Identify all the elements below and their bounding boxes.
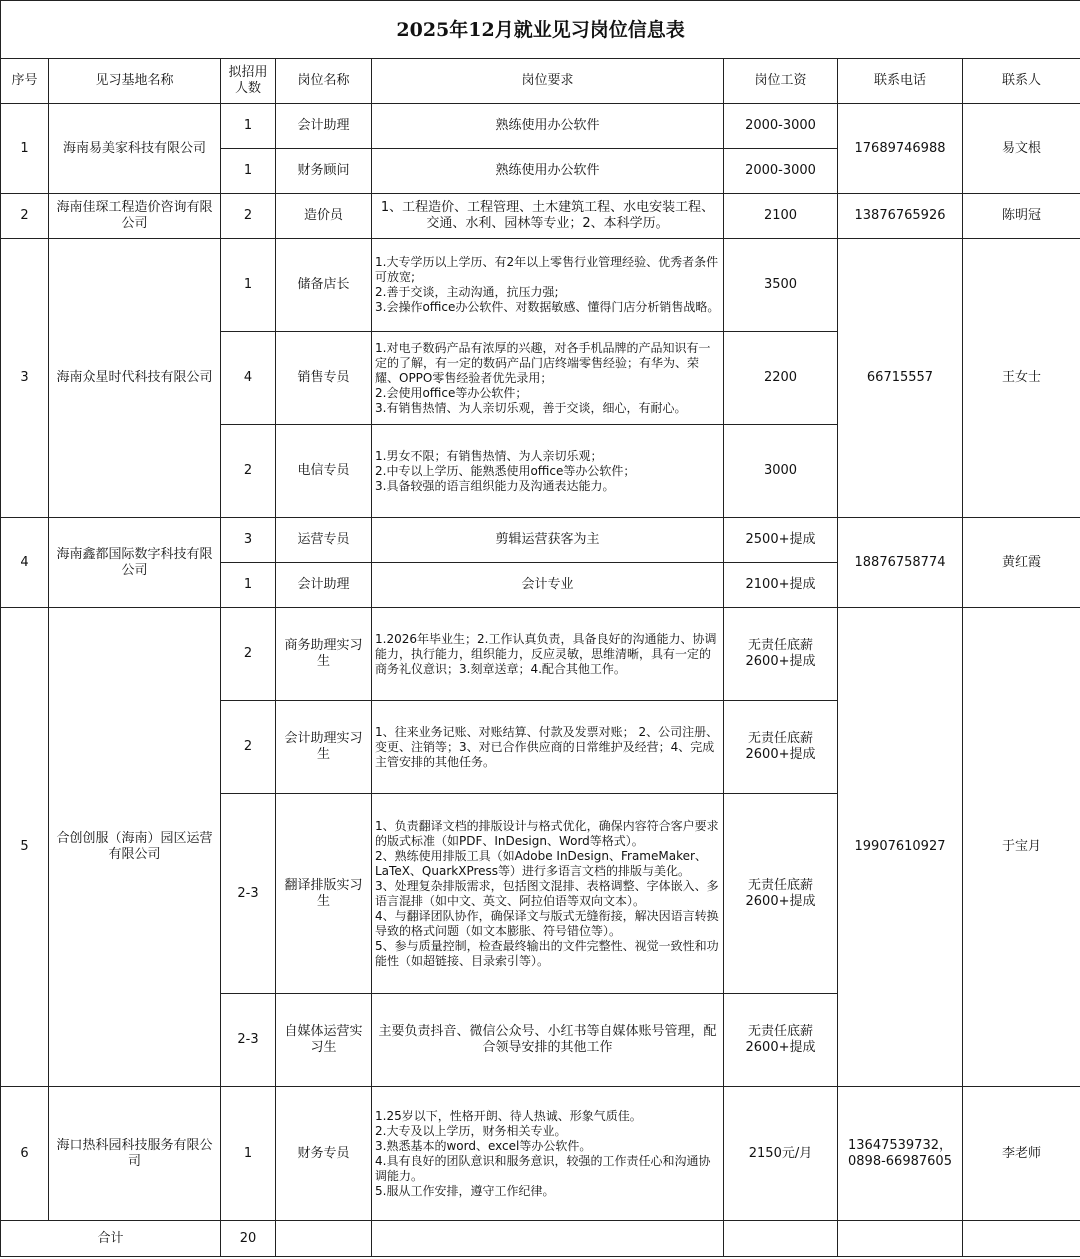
count-cell: 2 (221, 701, 276, 794)
header-base: 见习基地名称 (49, 59, 221, 104)
count-cell: 2 (221, 425, 276, 518)
salary-cell: 2500+提成 (724, 518, 838, 563)
count-cell: 2-3 (221, 994, 276, 1087)
position-name-cell: 电信专员 (276, 425, 372, 518)
header-requirement: 岗位要求 (372, 59, 724, 104)
position-name-cell: 翻译排版实习生 (276, 794, 372, 994)
header-position: 岗位名称 (276, 59, 372, 104)
total-count-cell: 20 (221, 1221, 276, 1257)
company-name-cell: 海南佳琛工程造价咨询有限公司 (49, 194, 221, 239)
position-name-cell: 销售专员 (276, 332, 372, 425)
salary-cell: 2000-3000 (724, 104, 838, 149)
position-name-cell: 运营专员 (276, 518, 372, 563)
table-row (1, 518, 1080, 563)
empty-cell (276, 1221, 372, 1257)
header-row (1, 59, 1080, 104)
position-name-cell: 造价员 (276, 194, 372, 239)
phone-cell: 66715557 (838, 239, 963, 518)
position-name-cell: 财务专员 (276, 1087, 372, 1221)
position-name-cell: 商务助理实习生 (276, 608, 372, 701)
header-seq: 序号 (1, 59, 49, 104)
header-contact: 联系人 (963, 59, 1080, 104)
requirement-cell: 1.2026年毕业生；2.工作认真负责，具备良好的沟通能力、协调能力，执行能力，组织能力，反应灵敏，思维清晰，具有一定的商务礼仪意识；3.刻章送章；4.配合其他工作。 (372, 608, 724, 701)
header-salary: 岗位工资 (724, 59, 838, 104)
requirement-cell: 熟练使用办公软件 (372, 149, 724, 194)
requirement-cell-text: 1、负责翻译文档的排版设计与格式优化，确保内容符合客户要求的版式标准（如PDF、InDesign、Word等格式）。 2、熟练使用排版工具（如Adobe InDesign、FrameMaker、LaTeX、QuarkXPress等）进行多语言文档的排版与美化。 3、处理复杂排版需求，包括图文混排、表格调整、字体嵌入、多语言混排（如中文、英文、阿拉伯语等双向文本）。 4、与翻译团队协作，确保译文与版式无缝衔接，解决因语言转换导致的格式问题（如文本膨胀、符号错位等）。 5、参与质量控制，检查最终输出的文件完整性、视觉一致性和功能性（如超链接、目录索引等）。 (375, 818, 719, 968)
header-phone: 联系电话 (838, 59, 963, 104)
seq-cell: 2 (1, 194, 49, 239)
company-name-cell: 海南众星时代科技有限公司 (49, 239, 221, 518)
company-name-cell: 海南易美家科技有限公司 (49, 104, 221, 194)
phone-cell: 13876765926 (838, 194, 963, 239)
company-name-cell: 海南鑫都国际数字科技有限公司 (49, 518, 221, 608)
contact-cell: 易文根 (963, 104, 1080, 194)
salary-cell: 2100+提成 (724, 563, 838, 608)
company-name-cell: 海口热科园科技服务有限公司 (49, 1087, 221, 1221)
header-count: 拟招用人数 (221, 59, 276, 104)
requirement-cell (372, 794, 724, 994)
table-row (1, 1087, 1080, 1221)
requirement-cell: 会计专业 (372, 563, 724, 608)
requirement-cell: 1、往来业务记账、对账结算、付款及发票对账； 2、公司注册、变更、注销等；3、对已合作供应商的日常维护及经营；4、完成主管安排的其他任务。 (372, 701, 724, 794)
salary-cell: 2150元/月 (724, 1087, 838, 1221)
count-cell: 1 (221, 563, 276, 608)
empty-cell (838, 1221, 963, 1257)
empty-cell (372, 1221, 724, 1257)
salary-cell: 无责任底薪2600+提成 (724, 608, 838, 701)
seq-cell: 6 (1, 1087, 49, 1221)
salary-cell: 2000-3000 (724, 149, 838, 194)
count-cell: 1 (221, 149, 276, 194)
position-name-cell: 自媒体运营实习生 (276, 994, 372, 1087)
requirement-cell: 熟练使用办公软件 (372, 104, 724, 149)
salary-cell: 无责任底薪2600+提成 (724, 794, 838, 994)
salary-cell: 2100 (724, 194, 838, 239)
contact-cell: 王女士 (963, 239, 1080, 518)
table-row (1, 104, 1080, 149)
empty-cell (724, 1221, 838, 1257)
seq-cell: 1 (1, 104, 49, 194)
requirement-cell: 1.25岁以下，性格开朗、待人热诚、形象气质佳。 2.大专及以上学历，财务相关专业。 3.熟悉基本的word、excel等办公软件。 4.具有良好的团队意识和服务意识，较强的工作责任心和沟通协调能力。 5.服从工作安排，遵守工作纪律。 (372, 1087, 724, 1221)
seq-cell: 3 (1, 239, 49, 518)
seq-cell: 5 (1, 608, 49, 1087)
position-name-cell: 会计助理 (276, 104, 372, 149)
position-name-cell: 会计助理实习生 (276, 701, 372, 794)
count-cell: 4 (221, 332, 276, 425)
phone-cell: 13647539732， 0898-66987605 (838, 1087, 963, 1221)
table-title: 2025年12月就业见习岗位信息表 (1, 1, 1080, 59)
phone-cell: 18876758774 (838, 518, 963, 608)
table-row (1, 239, 1080, 332)
contact-cell: 陈明冠 (963, 194, 1080, 239)
count-cell: 3 (221, 518, 276, 563)
requirement-cell: 主要负责抖音、微信公众号、小红书等自媒体账号管理，配合领导安排的其他工作 (372, 994, 724, 1087)
contact-cell: 于宝月 (963, 608, 1080, 1087)
total-label-cell: 合计 (1, 1221, 221, 1257)
table-row (1, 194, 1080, 239)
salary-cell: 无责任底薪2600+提成 (724, 994, 838, 1087)
table-row (1, 608, 1080, 701)
count-cell: 2-3 (221, 794, 276, 994)
requirement-cell: 1.大专学历以上学历、有2年以上零售行业管理经验、优秀者条件可放宽; 2.善于交谈，主动沟通，抗压力强; 3.会操作office办公软件、对数据敏感、懂得门店分析销售战略。 (372, 239, 724, 332)
total-row (1, 1221, 1080, 1257)
contact-cell: 李老师 (963, 1087, 1080, 1221)
salary-cell: 3000 (724, 425, 838, 518)
seq-cell: 4 (1, 518, 49, 608)
count-cell: 1 (221, 104, 276, 149)
company-name-cell: 合创创服（海南）园区运营有限公司 (49, 608, 221, 1087)
count-cell: 2 (221, 608, 276, 701)
position-name-cell: 会计助理 (276, 563, 372, 608)
empty-cell (963, 1221, 1080, 1257)
position-name-cell: 财务顾问 (276, 149, 372, 194)
salary-cell: 2200 (724, 332, 838, 425)
requirement-cell: 1、工程造价、工程管理、土木建筑工程、水电安装工程、交通、水利、园林等专业；2、本科学历。 (372, 194, 724, 239)
count-cell: 2 (221, 194, 276, 239)
salary-cell: 无责任底薪2600+提成 (724, 701, 838, 794)
position-name-cell: 储备店长 (276, 239, 372, 332)
contact-cell: 黄红霞 (963, 518, 1080, 608)
phone-cell: 19907610927 (838, 608, 963, 1087)
count-cell: 1 (221, 239, 276, 332)
salary-cell: 3500 (724, 239, 838, 332)
requirement-cell: 剪辑运营获客为主 (372, 518, 724, 563)
requirement-cell: 1.男女不限；有销售热情、为人亲切乐观； 2.中专以上学历、能熟悉使用office等办公软件； 3.具备较强的语言组织能力及沟通表达能力。 (372, 425, 724, 518)
requirement-cell: 1.对电子数码产品有浓厚的兴趣，对各手机品牌的产品知识有一定的了解，有一定的数码产品门店终端零售经验；有华为、荣耀、OPPO零售经验者优先录用； 2.会使用office等办公软件； 3.有销售热情、为人亲切乐观，善于交谈，细心，有耐心。 (372, 332, 724, 425)
count-cell: 1 (221, 1087, 276, 1221)
phone-cell: 17689746988 (838, 104, 963, 194)
